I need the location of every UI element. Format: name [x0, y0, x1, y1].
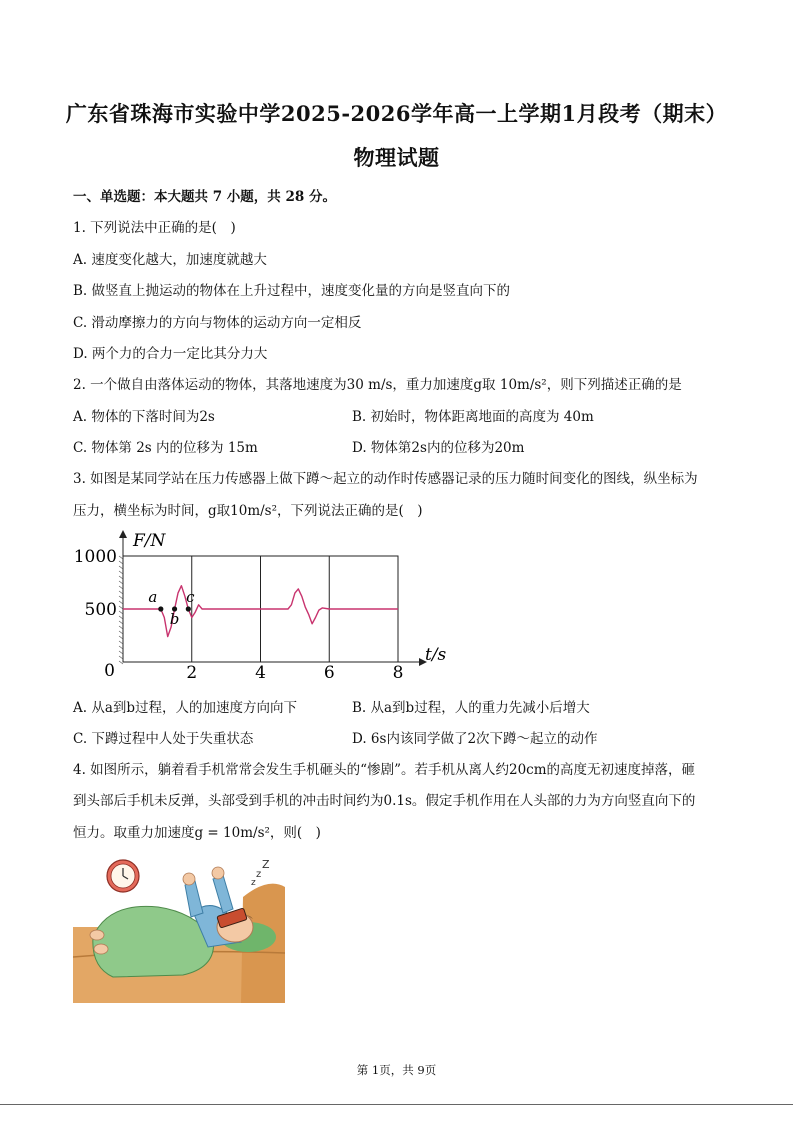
axis-hatch — [119, 641, 123, 644]
raised-arm — [185, 881, 203, 917]
y-axis-arrow — [119, 530, 127, 538]
question-2-option-a: A. 物体的下落时间为2s — [73, 409, 215, 425]
axis-hatch — [119, 651, 123, 654]
person-lying-with-phone-illustration — [73, 857, 285, 1003]
question-3-option-b: B. 从a到b过程，人的重力先减小后增大 — [352, 700, 590, 716]
question-4-stem-line1: 4. 如图所示，躺着看手机常常会发生手机砸头的“惨剧”。若手机从离人约20cm的高度无初速度掉落，砸 — [73, 762, 696, 778]
force-time-chart — [73, 528, 453, 678]
section-heading: 一、单选题：本大题共 7 小题，共 28 分。 — [73, 189, 336, 205]
axis-hatch — [119, 636, 123, 639]
sleep-zzz-icon: z — [256, 869, 262, 880]
sleep-zzz-icon: Z — [262, 858, 270, 871]
question-1-option-d: D. 两个力的合力一定比其分力大 — [73, 346, 268, 362]
question-1-stem: 1. 下列说法中正确的是( ) — [73, 220, 236, 236]
question-3-option-d: D. 6s内该同学做了2次下蹲～起立的动作 — [352, 731, 598, 747]
foot — [90, 930, 104, 940]
question-3-stem-line1: 3. 如图是某同学站在压力传感器上做下蹲～起立的动作时传感器记录的压力随时间变化的图线，纵坐标为 — [73, 471, 698, 487]
y-axis-label: F/N — [133, 531, 166, 551]
axis-hatch — [119, 591, 123, 594]
data-point — [186, 606, 191, 611]
sleep-zzz-icon: z — [251, 878, 256, 888]
axis-hatch — [119, 661, 123, 664]
page-subtitle: 物理试题 — [353, 145, 440, 170]
axis-hatch — [119, 561, 123, 564]
axis-hatch — [119, 616, 123, 619]
y-tick-label: 0 — [104, 661, 115, 678]
question-1-option-a: A. 速度变化越大，加速度就越大 — [73, 252, 267, 268]
axis-hatch — [119, 576, 123, 579]
question-2-option-c: C. 物体第 2s 内的位移为 15m — [73, 440, 258, 456]
axis-hatch — [119, 601, 123, 604]
x-tick-label: 4 — [255, 663, 266, 678]
question-3-option-a: A. 从a到b过程，人的加速度方向向下 — [73, 700, 298, 716]
y-tick-label: 500 — [84, 600, 117, 620]
axis-hatch — [119, 626, 123, 629]
question-1-option-b: B. 做竖直上抛运动的物体在上升过程中，速度变化量的方向是竖直向下的 — [73, 283, 511, 299]
axis-hatch — [119, 596, 123, 599]
axis-hatch — [119, 621, 123, 624]
axis-hatch — [119, 566, 123, 569]
point-label: a — [148, 588, 158, 606]
axis-hatch — [119, 571, 123, 574]
x-tick-label: 2 — [186, 663, 198, 678]
axis-hatch — [119, 586, 123, 589]
axis-hatch — [119, 581, 123, 584]
data-point — [158, 606, 163, 611]
point-label: b — [169, 610, 180, 628]
bottom-divider — [0, 1104, 793, 1105]
axis-hatch — [119, 656, 123, 659]
question-2-option-b: B. 初始时，物体距离地面的高度为 40m — [352, 409, 594, 425]
x-axis-label: t/s — [425, 645, 447, 665]
question-4-stem-line2: 到头部后手机未反弹，头部受到手机的冲击时间约为0.1s。假定手机作用在人头部的力为方向竖直向下的 — [73, 793, 696, 809]
axis-hatch — [119, 646, 123, 649]
question-3-option-c: C. 下蹲过程中人处于失重状态 — [73, 731, 254, 747]
page-title: 广东省珠海市实验中学2025-2026学年高一上学期1月段考（期末） — [65, 101, 728, 126]
hand — [212, 867, 224, 879]
foot — [94, 944, 108, 954]
axis-hatch — [119, 556, 123, 559]
question-2-stem: 2. 一个做自由落体运动的物体，其落地速度为30 m/s，重力加速度g取 10m/s²，则下列描述正确的是 — [73, 377, 682, 393]
point-label: c — [186, 588, 195, 606]
axis-hatch — [119, 606, 123, 609]
hand — [183, 873, 195, 885]
x-tick-label: 6 — [323, 663, 335, 678]
y-tick-label: 1000 — [73, 547, 117, 567]
question-3-stem-line2: 压力，横坐标为时间，g取10m/s²，下列说法正确的是( ) — [73, 503, 423, 519]
page-footer: 第 1页，共 9页 — [356, 1063, 437, 1077]
question-4-stem-line3: 恒力。取重力加速度g = 10m/s²，则( ) — [73, 825, 321, 841]
axis-hatch — [119, 631, 123, 634]
question-1-option-c: C. 滑动摩擦力的方向与物体的运动方向一定相反 — [73, 315, 362, 331]
x-tick-label: 8 — [392, 663, 404, 678]
axis-hatch — [119, 611, 123, 614]
question-2-option-d: D. 物体第2s内的位移为20m — [352, 440, 525, 456]
